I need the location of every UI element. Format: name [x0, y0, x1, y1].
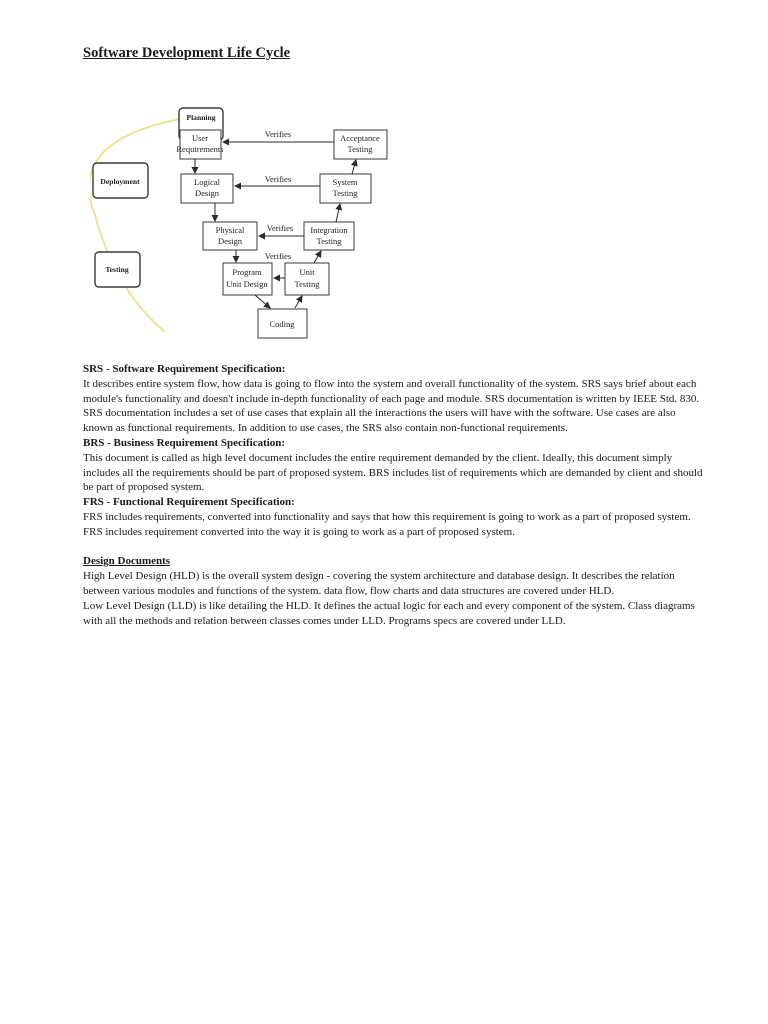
unit-testing-label-1: Unit — [299, 267, 315, 277]
integration-testing-label-2: Testing — [316, 236, 342, 246]
logical-design-label-1: Logical — [194, 177, 220, 187]
cycle-arc — [90, 118, 185, 332]
srs-paragraph-1: It describes entire system flow, how data is going to flow into the system and overall functionality of the system. SRS says brief about each module's functionality and doesn't include in-depth functionality of each page and module. SRS documentation is written by IEEE Std. 830. — [83, 377, 700, 405]
program-unit-design-label-2: Unit Design — [226, 279, 268, 289]
acceptance-testing-label-2: Testing — [347, 144, 373, 154]
verifies-label-4: Verifies — [264, 251, 292, 261]
document-title: Software Development Life Cycle — [83, 45, 291, 61]
spacer — [83, 540, 703, 555]
right-connector-4 — [352, 160, 356, 174]
sdlc-v-model-diagram — [90, 100, 400, 350]
phase-planning-label: Planning — [186, 113, 216, 122]
lld-paragraph: Low Level Design (LLD) is like detailing the HLD. It defines the actual logic for each and every component of the system. Class diagrams with all the methods and relation between classes comes under LLD. Programs specs are covered under LLD. — [83, 599, 695, 627]
section-heading-frs: FRS - Functional Requirement Specification: — [83, 496, 295, 509]
integration-testing-label-1: Integration — [310, 225, 348, 235]
srs-paragraph-2: SRS documentation includes a set of use cases that explain all the interactions the users will have with the software. Use cases are also known as functional requirements. In addition to use cases, the SRS also contain non-functional requirements. — [83, 407, 676, 435]
coding-label: Coding — [269, 319, 295, 329]
right-connector-3 — [336, 204, 340, 222]
verifies-label-3: Verifies — [266, 223, 294, 233]
verifies-label-2: Verifies — [264, 174, 292, 184]
frs-paragraph-1: FRS includes requirements, converted into functionality and says that how this requirement is going to work as a part of proposed system. FRS includes requirement converted into the way it is going to work as a part of proposed system. — [83, 510, 691, 538]
physical-design-label-2: Design — [217, 236, 243, 246]
system-testing-label-1: System — [332, 177, 358, 187]
program-unit-design-label-1: Program — [232, 267, 262, 277]
user-requirements-label-1: User — [191, 133, 209, 143]
section-heading-srs: SRS - Software Requirement Specification: — [83, 363, 286, 375]
right-connector-2 — [314, 251, 321, 263]
section-heading-brs: BRS - Business Requirement Specification: — [83, 436, 286, 449]
document-body — [83, 362, 703, 628]
logical-design-label-2: Design — [194, 188, 220, 198]
user-requirements-label-2: Requirements — [176, 144, 224, 154]
system-testing-label-2: Testing — [332, 188, 358, 198]
section-heading-design-documents: Design Documents — [83, 555, 171, 568]
brs-paragraph-1: This document is called as high level document includes the entire requirement demanded by the client. Ideally, this document simply includes all the requirements should be part of proposed system. BRS includes list of requirements which are demanded by client and should be part of proposed system. — [83, 451, 703, 494]
physical-design-label-1: Physical — [215, 225, 245, 235]
hld-paragraph: High Level Design (HLD) is the overall system design - covering the system architecture and database design. It describes the relation between various modules and functions of the system. data flow, flow charts and data structures are covered under HLD. — [83, 570, 675, 597]
unit-testing-label-2: Testing — [294, 279, 320, 289]
left-connector-4 — [255, 295, 270, 308]
right-connector-1 — [295, 296, 302, 308]
verifies-label-1: Verifies — [264, 129, 292, 139]
phase-deployment-label: Deployment — [100, 177, 140, 186]
acceptance-testing-label-1: Acceptance — [340, 133, 380, 143]
phase-testing-label: Testing — [105, 265, 129, 274]
